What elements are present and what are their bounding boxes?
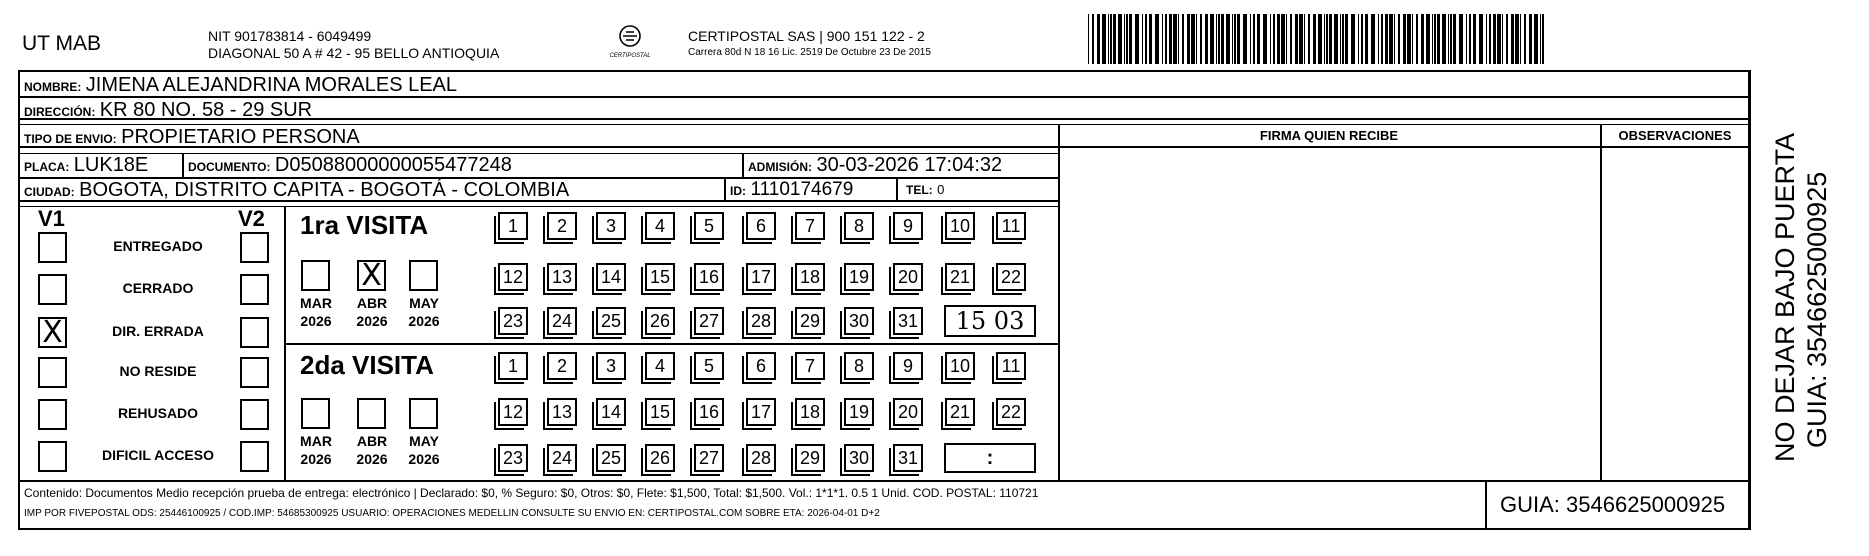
visit-1-day-box[interactable]: 10: [945, 212, 975, 240]
status-option-label: ENTREGADO: [113, 238, 203, 254]
visit-2-day-box[interactable]: 4: [645, 352, 675, 380]
placa-value: LUK18E: [73, 154, 149, 176]
nombre-label: NOMBRE:: [24, 80, 82, 94]
visit-1-month-label: [402, 294, 446, 330]
tipo-label: TIPO DE ENVIO:: [24, 132, 117, 146]
month-year: 2026: [300, 451, 332, 467]
direccion-label: DIRECCIÓN:: [24, 105, 96, 119]
month-year: 2026: [356, 451, 388, 467]
ciudad-label: CIUDAD:: [24, 185, 75, 199]
visit-1-day-box[interactable]: 9: [893, 212, 923, 240]
x-mark: X: [42, 315, 63, 350]
visit-2-day-box[interactable]: 9: [893, 352, 923, 380]
v2-checkbox[interactable]: [240, 399, 269, 430]
visit-1-day-box[interactable]: 30: [844, 307, 874, 335]
carrier-name: CERTIPOSTAL SAS | 900 151 122 - 2: [688, 28, 925, 44]
ciudad-value: BOGOTA, DISTRITO CAPITA - BOGOTÁ - COLOMBIA: [79, 179, 570, 201]
visit-2-day-box[interactable]: 22: [996, 398, 1026, 426]
documento-label: DOCUMENTO:: [188, 160, 271, 174]
visit-2-day-box[interactable]: 15: [645, 398, 675, 426]
carrier-detail: Carrera 80d N 18 16 Lic. 2519 De Octubre 23 De 2015: [688, 47, 931, 58]
visit-1-month-checkbox[interactable]: [409, 260, 438, 291]
visit-1-month-label: [294, 294, 338, 330]
placa-label: PLACA:: [24, 160, 70, 174]
admision-label: ADMISIÓN:: [748, 160, 812, 174]
visit-2-day-box[interactable]: 3: [596, 352, 626, 380]
visit-2-month-checkbox[interactable]: [409, 398, 438, 429]
barcode: [1088, 14, 1548, 64]
visit-1-day-box[interactable]: 13: [547, 263, 577, 291]
company-address: DIAGONAL 50 A # 42 - 95 BELLO ANTIOQUIA: [208, 45, 500, 61]
firma-header: FIRMA QUIEN RECIBE: [1259, 128, 1399, 143]
footer-imp: IMP POR FIVEPOSTAL ODS: 25446100925 / COD.IMP: 54685300925 USUARIO: OPERACIONES MEDELLIN CONSULTE SU ENVIO EN: CERTIPOSTAL.COM SOBRE ETA: 2026-04-01 D+2: [24, 508, 880, 519]
visit-2-day-box[interactable]: 16: [694, 398, 724, 426]
visit-2-day-box[interactable]: 13: [547, 398, 577, 426]
visit-2-month-label: [294, 432, 338, 468]
visit-2-day-box[interactable]: 11: [996, 352, 1026, 380]
visit-2-day-box[interactable]: 25: [596, 444, 626, 472]
v1-checkbox[interactable]: [38, 357, 67, 388]
visit-2-day-box[interactable]: 7: [795, 352, 825, 380]
v1-checkbox[interactable]: [38, 232, 67, 263]
direccion-row: [24, 99, 312, 122]
id-value: 1110174679: [750, 179, 854, 200]
month-name: ABR: [356, 295, 388, 311]
status-option-label: REHUSADO: [117, 405, 199, 421]
visit-2-day-box[interactable]: 30: [844, 444, 874, 472]
visit-2-month-checkbox[interactable]: [301, 398, 330, 429]
visit-2-month-checkbox[interactable]: [357, 398, 386, 429]
visit-2-day-box[interactable]: 21: [945, 398, 975, 426]
id-row: [730, 179, 853, 201]
visit-2-day-box[interactable]: 17: [746, 398, 776, 426]
month-year: 2026: [300, 313, 332, 329]
visit-1-day-box[interactable]: 12: [498, 263, 528, 291]
visit-1-hand-note: 15 03: [955, 307, 1025, 335]
month-year: 2026: [408, 313, 440, 329]
visit-1-day-box[interactable]: 14: [596, 263, 626, 291]
logo-icon: [617, 24, 643, 48]
documento-value: D05088000000055477248: [274, 154, 512, 176]
visit-1-month-checkbox[interactable]: [301, 260, 330, 291]
v1-checkbox[interactable]: [38, 274, 67, 305]
side-guia: GUIA: 3546625000925: [1802, 171, 1832, 448]
visit-2-day-box[interactable]: 6: [746, 352, 776, 380]
visit-2-day-box[interactable]: 27: [694, 444, 724, 472]
v1-label: V1: [38, 206, 65, 231]
v2-checkbox[interactable]: [240, 274, 269, 305]
footer-contenido: Contenido: Documentos Medio recepción prueba de entrega: electrónico | Declarado: $0, % Seguro: $0, Otros: $0, Flete: $1,500, Total: $1,500. Vol.: 1*1*1. 0.5 1 Unid. COD. POSTAL: 110721: [24, 486, 1039, 500]
visit-2-time: :: [986, 447, 994, 469]
v1-checkbox[interactable]: [38, 399, 67, 430]
visit-2-day-box[interactable]: 28: [746, 444, 776, 472]
visit-1-day-box[interactable]: 5: [694, 212, 724, 240]
status-option-label: DIR. ERRADA: [112, 323, 204, 339]
v1-checkbox[interactable]: [38, 317, 67, 348]
visit-2-day-box[interactable]: 2: [547, 352, 577, 380]
logo-text: CERTIPOSTAL: [609, 53, 651, 59]
month-year: 2026: [356, 313, 388, 329]
visit-2-day-box[interactable]: 29: [795, 444, 825, 472]
visit-2-day-box[interactable]: 24: [547, 444, 577, 472]
month-name: MAY: [409, 433, 439, 449]
visit-2-day-box[interactable]: 18: [795, 398, 825, 426]
visit-2-day-box[interactable]: 10: [945, 352, 975, 380]
placa-row: [24, 154, 148, 177]
visit-1-day-box[interactable]: 27: [694, 307, 724, 335]
v2-label: V2: [238, 206, 265, 231]
visit-1-day-box[interactable]: 16: [694, 263, 724, 291]
barcode-bars: [1088, 14, 1548, 64]
tel-label: TEL:: [906, 183, 933, 197]
visit-1-day-box[interactable]: 8: [844, 212, 874, 240]
visit-1-day-box[interactable]: 26: [645, 307, 675, 335]
tipo-row: [24, 126, 360, 149]
tel-row: [906, 181, 944, 199]
status-option-label: NO RESIDE: [119, 363, 197, 379]
company-name: UT MAB: [22, 32, 101, 55]
visit-1-day-box[interactable]: 1: [498, 212, 528, 240]
visit-1-day-box[interactable]: 19: [844, 263, 874, 291]
visit-1-day-box[interactable]: 21: [945, 263, 975, 291]
tipo-value: PROPIETARIO PERSONA: [121, 126, 360, 148]
visit-1-day-box[interactable]: 6: [746, 212, 776, 240]
month-name: MAR: [300, 295, 332, 311]
nombre-row: [24, 74, 457, 97]
status-option-label: DIFICIL ACCESO: [101, 447, 214, 463]
admision-value: 30-03-2026 17:04:32: [816, 154, 1003, 176]
visit-1-month-label: [350, 294, 394, 330]
visit-1-month-checkbox[interactable]: [357, 260, 386, 291]
visit-2-day-box[interactable]: 1: [498, 352, 528, 380]
visit-1-day-box[interactable]: 22: [996, 263, 1026, 291]
visit-1-day-box[interactable]: 7: [795, 212, 825, 240]
visit-2-day-box[interactable]: 14: [596, 398, 626, 426]
visit-1-day-box[interactable]: 29: [795, 307, 825, 335]
visit-1-day-box[interactable]: 3: [596, 212, 626, 240]
month-name: MAR: [300, 433, 332, 449]
visit-2-day-box[interactable]: 31: [893, 444, 923, 472]
v2-checkbox[interactable]: [240, 232, 269, 263]
visit-2-time-box[interactable]: [944, 443, 1036, 473]
visit-1-day-box[interactable]: 31: [893, 307, 923, 335]
visit-1-title: 1ra VISITA: [300, 210, 429, 240]
visit-1-day-box[interactable]: 15: [645, 263, 675, 291]
visit-1-day-box[interactable]: 20: [893, 263, 923, 291]
visit-2-day-box[interactable]: 20: [893, 398, 923, 426]
visit-2-month-label: [350, 432, 394, 468]
side-no-dejar: NO DEJAR BAJO PUERTA: [1770, 132, 1800, 462]
visit-2-month-label: [402, 432, 446, 468]
visit-2-day-box[interactable]: 23: [498, 444, 528, 472]
visit-2-day-box[interactable]: 26: [645, 444, 675, 472]
certipostal-logo: [600, 24, 660, 62]
visit-2-day-box[interactable]: 12: [498, 398, 528, 426]
visit-1-day-box[interactable]: 28: [746, 307, 776, 335]
v1-checkbox[interactable]: [38, 441, 67, 472]
documento-row: [188, 154, 512, 177]
visit-1-day-box[interactable]: 4: [645, 212, 675, 240]
admision-row: [748, 154, 1002, 177]
company-nit: NIT 901783814 - 6049499: [208, 28, 372, 44]
footer-guia: GUIA: 3546625000925: [1500, 492, 1726, 517]
visit-2-day-box[interactable]: 5: [694, 352, 724, 380]
visit-2-title: 2da VISITA: [300, 350, 434, 380]
v2-checkbox[interactable]: [240, 317, 269, 348]
tel-value: 0: [937, 182, 945, 197]
observaciones-header: OBSERVACIONES: [1618, 128, 1732, 143]
visit-1-day-box[interactable]: 17: [746, 263, 776, 291]
ciudad-row: [24, 179, 569, 202]
month-year: 2026: [408, 451, 440, 467]
direccion-value: KR 80 NO. 58 - 29 SUR: [99, 99, 313, 121]
visit-2-day-box[interactable]: 8: [844, 352, 874, 380]
visit-1-day-box[interactable]: 11: [996, 212, 1026, 240]
visit-1-day-box[interactable]: 25: [596, 307, 626, 335]
visit-1-day-box[interactable]: 23: [498, 307, 528, 335]
v2-checkbox[interactable]: [240, 441, 269, 472]
v2-checkbox[interactable]: [240, 357, 269, 388]
visit-1-day-box[interactable]: 24: [547, 307, 577, 335]
month-name: MAY: [409, 295, 439, 311]
status-option-label: CERRADO: [122, 280, 194, 296]
visit-1-day-box[interactable]: 2: [547, 212, 577, 240]
visit-1-day-box[interactable]: 18: [795, 263, 825, 291]
nombre-value: JIMENA ALEJANDRINA MORALES LEAL: [85, 74, 458, 96]
visit-1-hand-note-box[interactable]: [944, 305, 1036, 337]
id-label: ID:: [730, 184, 746, 198]
month-name: ABR: [356, 433, 388, 449]
visit-2-day-box[interactable]: 19: [844, 398, 874, 426]
x-mark: X: [361, 258, 382, 293]
